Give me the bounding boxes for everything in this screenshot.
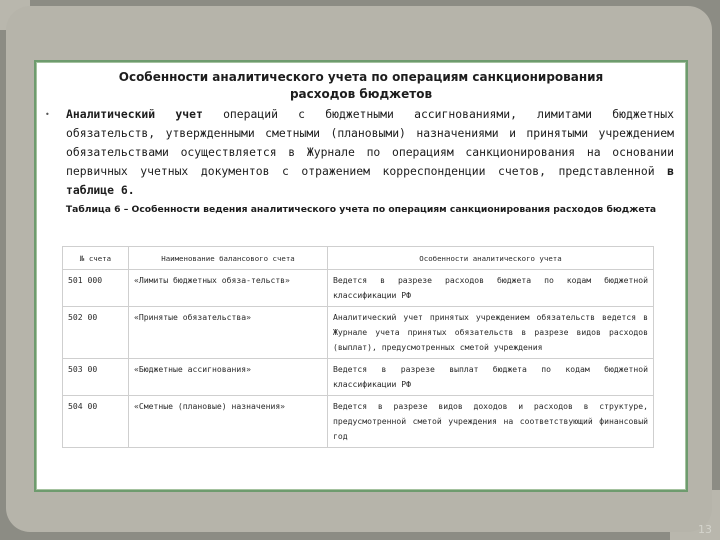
- bullet-icon: •: [45, 110, 50, 119]
- title-line-2: расходов бюджетов: [289, 87, 433, 101]
- slide-content: [34, 60, 688, 492]
- cell-account-name: «Принятые обязательства»: [129, 307, 328, 359]
- cell-account-name: «Бюджетные ассигнования»: [129, 359, 328, 396]
- bullet-paragraph: [66, 105, 674, 200]
- bullet-tail: в таблице 6.: [66, 164, 675, 197]
- cell-account-number: 503 00: [63, 359, 129, 396]
- title-line-1: Особенности аналитического учета по операциям санкционирования: [118, 70, 604, 84]
- cell-account-number: 501 000: [63, 270, 129, 307]
- cell-account-name: «Лимиты бюджетных обяза-тельств»: [129, 270, 328, 307]
- accounts-table: [62, 246, 654, 448]
- cell-features: Аналитический учет принятых учреждением обязательств ведется в Журнале учета принятых обязательств в разрезе видов расходов (выплат), предусмотренных сметой учреждения: [328, 307, 654, 359]
- page-number: 13: [698, 523, 712, 536]
- bullet-text: операций с бюджетными ассигнованиями, лимитами бюджетных обязательств, утвержденными сметными (плановыми) назначениями и принятыми учреждением обязательствами осуществляется в Журнале по операциям санкционирования на основании первичных учетных документов с отражением корреспонденции счетов, представленной: [66, 107, 674, 178]
- cell-account-number: 502 00: [63, 307, 129, 359]
- cell-features: Ведется в разрезе расходов бюджета по кодам бюджетной классификации РФ: [328, 270, 654, 307]
- bullet-lead: Аналитический учет: [66, 107, 203, 121]
- cell-account-number: 504 00: [63, 396, 129, 448]
- slide-title: [36, 69, 686, 103]
- table-row: [63, 396, 654, 448]
- header-account-number: № счета: [63, 247, 129, 270]
- cell-features: Ведется в разрезе выплат бюджета по кодам бюджетной классификации РФ: [328, 359, 654, 396]
- table-header-row: [63, 247, 654, 270]
- header-account-name: Наименование балансового счета: [129, 247, 328, 270]
- table-caption: Таблица 6 – Особенности ведения аналитического учета по операциям санкционирования расходов бюджета: [65, 204, 657, 215]
- header-features: Особенности аналитического учета: [328, 247, 654, 270]
- table-row: [63, 359, 654, 396]
- cell-account-name: «Сметные (плановые) назначения»: [129, 396, 328, 448]
- table-row: [63, 307, 654, 359]
- table-row: [63, 270, 654, 307]
- cell-features: Ведется в разрезе видов доходов и расходов в структуре, предусмотренной сметой учреждения на соответствующий финансовый год: [328, 396, 654, 448]
